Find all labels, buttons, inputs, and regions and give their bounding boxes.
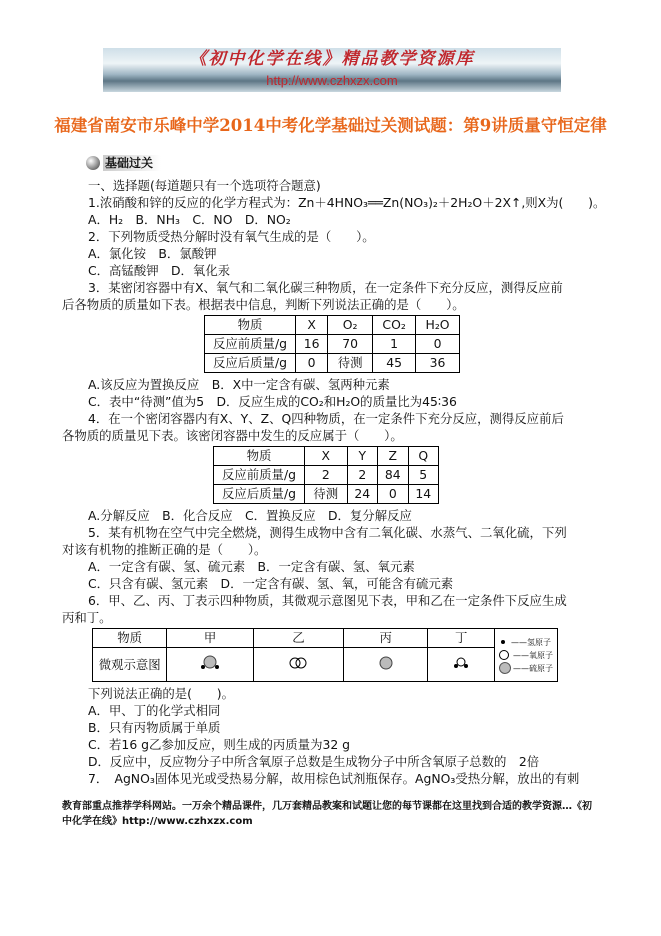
q5-options-1: A．一定含有碳、氢、硫元素 B．一定含有碳、氢、氧元素 — [88, 559, 415, 574]
header-cell: 丁 — [428, 629, 495, 648]
header-cell: 物质 — [214, 447, 305, 466]
q5-stem-1: 5．某有机物在空气中完全燃烧，测得生成物中含有二氧化碳、水蒸气、二氧化硫，下列 — [88, 525, 567, 540]
row-label: 反应后质量/g — [214, 485, 305, 504]
header-cell: Y — [347, 447, 377, 466]
q4-stem-2: 各物质的质量见下表。该密闭容器中发生的反应属于（ ）。 — [62, 428, 403, 443]
molecule-h2s-icon — [167, 648, 253, 682]
cell: 待测 — [328, 354, 373, 373]
header-cell: 丙 — [344, 629, 428, 648]
footer-line-1: 教育部重点推荐学科网站。一万余个精品课件，几万套精品教案和试题让您的每节课都在这里找到合适的教学资源…《初 — [62, 801, 592, 812]
q6-option-a: A．甲、丁的化学式相同 — [88, 703, 221, 718]
row-label: 微观示意图 — [93, 648, 167, 682]
cell: 36 — [416, 354, 460, 373]
q6-question: 下列说法正确的是( )。 — [88, 686, 234, 701]
q7-stem: 7． AgNO₃固体见光或受热易分解，故用棕色试剂瓶保存。AgNO₃受热分解，放出的有刺 — [88, 771, 580, 786]
cell: 14 — [408, 485, 439, 504]
legend-label: ——氧原子 — [513, 650, 553, 660]
banner-title: 《初中化学在线》精品教学资源库 — [189, 49, 475, 69]
cell: 2 — [305, 466, 348, 485]
header-cell: Z — [378, 447, 408, 466]
cell: 0 — [378, 485, 408, 504]
section-header — [86, 154, 161, 172]
header-cell: 甲 — [167, 629, 253, 648]
document-body — [62, 177, 642, 829]
q1-options: A．H₂ B．NH₃ C．NO D．NO₂ — [88, 212, 291, 227]
q2-stem: 2．下列物质受热分解时没有氧气生成的是（ ）。 — [88, 229, 375, 244]
atom-s-icon — [344, 648, 428, 682]
q5-options-2: C．只含有碳、氢元素 D．一定含有碳、氢、氧，可能含有硫元素 — [88, 576, 454, 591]
molecule-h2o-icon — [428, 648, 495, 682]
oxygen-atom-icon — [499, 650, 509, 660]
hydrogen-atom-icon — [501, 640, 505, 644]
header-cell: CO₂ — [373, 316, 416, 335]
header-cell: Q — [408, 447, 439, 466]
header-cell: O₂ — [328, 316, 373, 335]
section-label: 基础过关 — [103, 155, 161, 171]
q3-table — [204, 315, 460, 373]
cell: 0 — [296, 354, 328, 373]
row-label: 反应前质量/g — [205, 335, 296, 354]
q2-options-1: A．氯化铵 B．氯酸钾 — [88, 246, 217, 261]
header-cell: 物质 — [205, 316, 296, 335]
atom-legend — [495, 629, 558, 682]
document-title: 福建省南安市乐峰中学2014中考化学基础过关测试题：第9讲质量守恒定律 — [54, 116, 607, 135]
q6-stem-2: 丙和丁。 — [62, 610, 112, 625]
q6-table — [92, 628, 558, 682]
banner-url: http://www.czhxzx.com — [266, 73, 398, 88]
cell: 1 — [373, 335, 416, 354]
header-cell: X — [296, 316, 328, 335]
cell: 70 — [328, 335, 373, 354]
cell: 0 — [416, 335, 460, 354]
q3-stem-2: 后各物质的质量如下表。根据表中信息，判断下列说法正确的是（ ）。 — [62, 297, 465, 312]
cell: 84 — [378, 466, 408, 485]
cell: 45 — [373, 354, 416, 373]
q5-stem-2: 对该有机物的推断正确的是（ ）。 — [62, 542, 267, 557]
cell: 16 — [296, 335, 328, 354]
row-label: 反应前质量/g — [214, 466, 305, 485]
cell: 5 — [408, 466, 439, 485]
q6-option-d: D．反应中，反应物分子中所含氧原子总数是生成物分子中所含氧原子总数的 2倍 — [88, 754, 540, 769]
q6-stem-1: 6．甲、乙、丙、丁表示四种物质，其微观示意图见下表，甲和乙在一定条件下反应生成 — [88, 593, 567, 608]
row-label: 反应后质量/g — [205, 354, 296, 373]
cell: 2 — [347, 466, 377, 485]
ball-icon — [86, 156, 100, 170]
q6-option-b: B．只有丙物质属于单质 — [88, 720, 221, 735]
part-heading: 一、选择题(每道题只有一个选项符合题意) — [88, 178, 321, 193]
q3-options-2: C．表中“待测”值为5 D．反应生成的CO₂和H₂O的质量比为45∶36 — [88, 394, 457, 409]
header-cell: X — [305, 447, 348, 466]
q4-stem-1: 4．在一个密闭容器内有X、Y、Z、Q四种物质，在一定条件下充分反应，测得反应前后 — [88, 411, 564, 426]
q4-table — [213, 446, 439, 504]
q6-option-c: C．若16 g乙参加反应，则生成的丙质量为32 g — [88, 737, 351, 752]
q3-options-1: A.该反应为置换反应 B．X中一定含有碳、氢两种元素 — [88, 377, 390, 392]
banner-logo — [103, 48, 561, 92]
legend-label: ——氢原子 — [511, 637, 551, 647]
q2-options-2: C．高锰酸钾 D．氧化汞 — [88, 263, 231, 278]
q4-options: A.分解反应 B．化合反应 C．置换反应 D．复分解反应 — [88, 508, 412, 523]
q3-stem-1: 3．某密闭容器中有X、氧气和二氧化碳三种物质，在一定条件下充分反应，测得反应前 — [88, 280, 563, 295]
cell: 24 — [347, 485, 377, 504]
header-cell: 物质 — [93, 629, 167, 648]
sulfur-atom-icon — [499, 662, 511, 674]
legend-label: ——硫原子 — [513, 663, 553, 673]
q1-stem: 1.浓硝酸和锌的反应的化学方程式为：Zn＋4HNO₃══Zn(NO₃)₂＋2H₂O＋2X↑,则X为( )。 — [88, 195, 606, 210]
footer-line-2: 中化学在线》http://www.czhxzx.com — [62, 816, 253, 827]
cell: 待测 — [305, 485, 348, 504]
header-cell: H₂O — [416, 316, 460, 335]
molecule-o2-icon — [253, 648, 343, 682]
header-cell: 乙 — [253, 629, 343, 648]
